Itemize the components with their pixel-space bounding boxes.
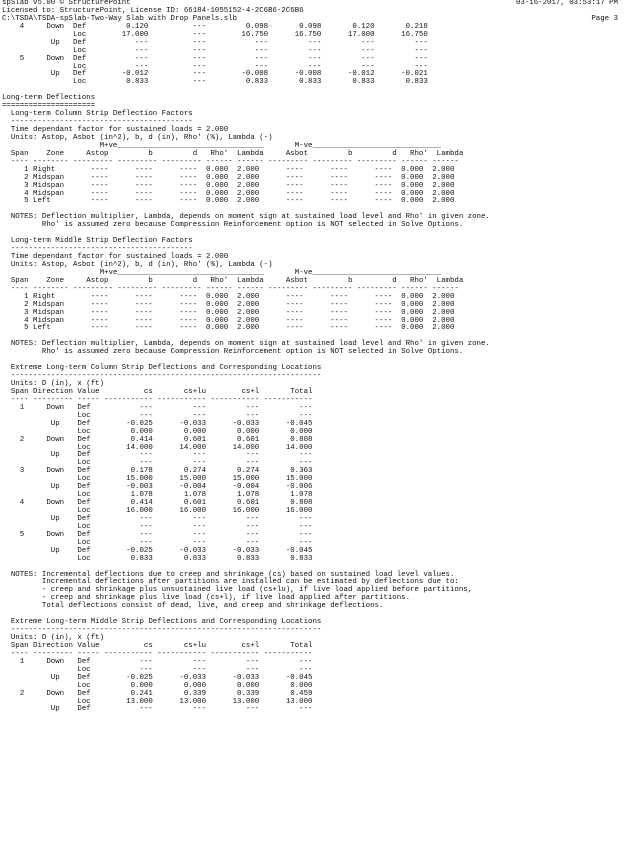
report-line: Loc --- --- --- --- --- --- [2, 62, 428, 71]
report-line: Up Def --- --- --- --- [2, 451, 313, 460]
report-line: ===================== [2, 102, 96, 111]
report-line: Time dependant factor for sustained loads = 2.000 [2, 253, 229, 261]
report-line: Rho' is assumed zero because Compression Reinforcement option is NOT selected in Solve Options. [2, 221, 464, 230]
report-line: 5 Down Def --- --- --- --- [2, 530, 313, 539]
report-line: M+ve_________________________________ M-ve_____________________________ [2, 268, 442, 277]
report-line: Loc --- --- --- --- [2, 538, 313, 547]
report-line: 5 Left ---- ---- ---- 0.000 2.000 ---- ---- ---- 0.000 2.000 [2, 324, 455, 333]
report-line: ---- -------- --------- --------- --------- ------ ------ --------- --------- --------- ------ ------ [2, 284, 459, 293]
report-line: 2 Down Def 0.414 0.601 0.601 0.808 [2, 435, 313, 444]
report-line: 3 Midspan ---- ---- ---- 0.000 2.000 ---- ---- ---- 0.000 2.000 [2, 181, 455, 190]
report-line: Loc 13.000 13.000 13.000 13.000 [2, 697, 313, 706]
report-line: Rho' is assumed zero because Compression Reinforcement option is NOT selected in Solve Options. [2, 348, 464, 357]
report-line: Loc 16.000 16.000 16.000 16.000 [2, 507, 313, 515]
report-line: Long-term Column Strip Deflection Factors [2, 110, 193, 119]
report-line: Span Direction Value cs cs+lu cs+l Total [2, 641, 313, 650]
report-line: 2 Down Def 0.241 0.339 0.339 0.459 [2, 689, 313, 698]
report-line: Extreme Long-term Middle Strip Deflections and Corresponding Locations [2, 618, 322, 627]
report-line: ---- -------- --------- --------- --------- ------ ------ --------- --------- --------- ------ ------ [2, 157, 459, 166]
header-license: Licensed to: StructurePoint, License ID: 66184-1055152-4-2C6B6-2C6B6 [2, 6, 304, 15]
report-line: Up Def --- --- --- --- [2, 705, 313, 714]
report-line: Loc 0.833 0.833 0.833 0.833 [2, 554, 313, 563]
report-line: ---------------------------------------------------------------------- [2, 626, 322, 635]
report-line: Units: Astop, Asbot (in^2), b, d (in), Rho' (%), Lambda (-) [2, 133, 273, 142]
report-line: 2 Midspan ---- ---- ---- 0.000 2.000 ---- ---- ---- 0.000 2.000 [2, 300, 455, 309]
report-line: 1 Down Def --- --- --- --- [2, 657, 313, 666]
report-line: 4 Down Def 0.414 0.601 0.601 0.808 [2, 499, 313, 508]
report-line: 4 Midspan ---- ---- ---- 0.000 2.000 ---- ---- ---- 0.000 2.000 [2, 189, 455, 198]
report-line: M+ve_________________________________ M-ve_____________________________ [2, 141, 442, 150]
report-line: Span Direction Value cs cs+lu cs+l Total [2, 387, 313, 396]
report-line: Loc 14.000 14.000 14.000 14.000 [2, 443, 313, 452]
report-line: ---------------------------------------------------------------------- [2, 372, 322, 381]
report-line: Units: Astop, Asbot (in^2), b, d (in), Rho' (%), Lambda (-) [2, 260, 273, 269]
report-line: Up Def -0.025 -0.033 -0.033 -0.045 [2, 546, 313, 555]
report-line: Loc 1.078 1.078 1.078 1.078 [2, 491, 313, 500]
header-page-number: Page 3 [591, 14, 618, 23]
report-line: 5 Left ---- ---- ---- 0.000 2.000 ---- ---- ---- 0.000 2.000 [2, 197, 455, 206]
report-line: Time dependant factor for sustained loads = 2.000 [2, 126, 229, 134]
report-line: 4 Midspan ---- ---- ---- 0.000 2.000 ---- ---- ---- 0.000 2.000 [2, 316, 455, 325]
report-line: NOTES: Deflection multiplier, Lambda, depends on moment sign at sustained load level and Rho' in given zone. [2, 213, 490, 222]
report-line: Up Def --- --- --- --- --- --- [2, 38, 428, 47]
report-line: Total deflections consist of dead, live, and creep and shrinkage deflections. [2, 602, 384, 611]
report-line: Extreme Long-term Column Strip Deflections and Corresponding Locations [2, 364, 322, 373]
report-text [2, 0, 490, 714]
report-line: Loc --- --- --- --- --- --- [2, 46, 428, 55]
report-line: Up Def -0.003 -0.004 -0.004 -0.006 [2, 483, 313, 492]
report-line: Up Def -0.012 --- -0.008 -0.008 -0.012 -0.021 [2, 70, 428, 79]
report-line: Loc 0.833 --- 0.833 0.833 0.833 0.833 [2, 78, 428, 87]
report-line: Up Def -0.025 -0.033 -0.033 -0.045 [2, 419, 313, 428]
report-line: Loc --- --- --- --- [2, 459, 313, 468]
report-line: Up Def -0.025 -0.033 -0.033 -0.045 [2, 673, 313, 682]
report-line: 5 Down Def --- --- --- --- --- --- [2, 54, 428, 63]
report-line: NOTES: Incremental deflections due to creep and shrinkage (cs) based on sustained load level values. [2, 570, 455, 579]
page-header-right [516, 0, 618, 24]
report-line: ----------------------------------------- [2, 245, 193, 254]
report-line: Units: D (in), x (ft) [2, 634, 105, 642]
report-line: Span Zone Astop b d Rho' Lambda Asbot b d Rho' Lambda [2, 276, 464, 285]
report-line: Long-term Deflections [2, 94, 96, 103]
report-line: ----------------------------------------- [2, 118, 193, 127]
report-line: Loc --- --- --- --- [2, 411, 313, 420]
report-line: ---- --------- ----- ----------- ----------- ----------- ----------- [2, 395, 313, 404]
report-line: 1 Right ---- ---- ---- 0.000 2.000 ---- ---- ---- 0.000 2.000 [2, 165, 455, 174]
report-line: Long-term Middle Strip Deflection Factors [2, 237, 193, 246]
report-line: 2 Midspan ---- ---- ---- 0.000 2.000 ---- ---- ---- 0.000 2.000 [2, 173, 455, 182]
report-line: Up Def --- --- --- --- [2, 514, 313, 523]
header-file-path: C:\TSDA\TSDA-spSlab-Two-Way Slab with Drop Panels.slb [2, 14, 238, 23]
report-line: - creep and shrinkage plus unsustained live load (cs+lu), if live load applied before partitions, [2, 586, 473, 595]
report-line: Loc 17.000 --- 16.750 16.750 17.000 16.750 [2, 30, 428, 39]
report-line: 3 Down Def 0.178 0.274 0.274 0.363 [2, 467, 313, 476]
header-app-title: spSlab v5.00 © StructurePoint [2, 0, 131, 7]
report-line: Loc --- --- --- --- [2, 522, 313, 531]
header-datetime: 03-16-2017, 03:53:17 PM [515, 0, 618, 7]
report-line: 4 Down Def 0.120 --- 0.098 0.098 0.120 0.218 [2, 22, 428, 31]
report-line: 3 Midspan ---- ---- ---- 0.000 2.000 ---- ---- ---- 0.000 2.000 [2, 308, 455, 317]
report-line: Loc 15.000 15.000 15.000 15.000 [2, 475, 313, 484]
report-body [2, 24, 490, 715]
report-line: Units: D (in), x (ft) [2, 380, 105, 388]
report-line: Loc 0.000 0.000 0.000 0.000 [2, 427, 313, 436]
report-line: 1 Down Def --- --- --- --- [2, 403, 313, 412]
report-line: ---- --------- ----- ----------- ----------- ----------- ----------- [2, 649, 313, 658]
report-line: Loc 0.000 0.000 0.000 0.000 [2, 681, 313, 690]
report-line: - creep and shrinkage plus live load (cs+l), if live load applied after partitions. [2, 594, 411, 603]
report-line: Span Zone Astop b d Rho' Lambda Asbot b d Rho' Lambda [2, 149, 464, 158]
report-line: NOTES: Deflection multiplier, Lambda, depends on moment sign at sustained load level and Rho' in given zone. [2, 340, 490, 349]
report-line: 1 Right ---- ---- ---- 0.000 2.000 ---- ---- ---- 0.000 2.000 [2, 292, 455, 301]
report-line: Incremental deflections after partitions are installed can be estimated by deflections due to: [2, 578, 459, 587]
report-line: Loc --- --- --- --- [2, 665, 313, 674]
